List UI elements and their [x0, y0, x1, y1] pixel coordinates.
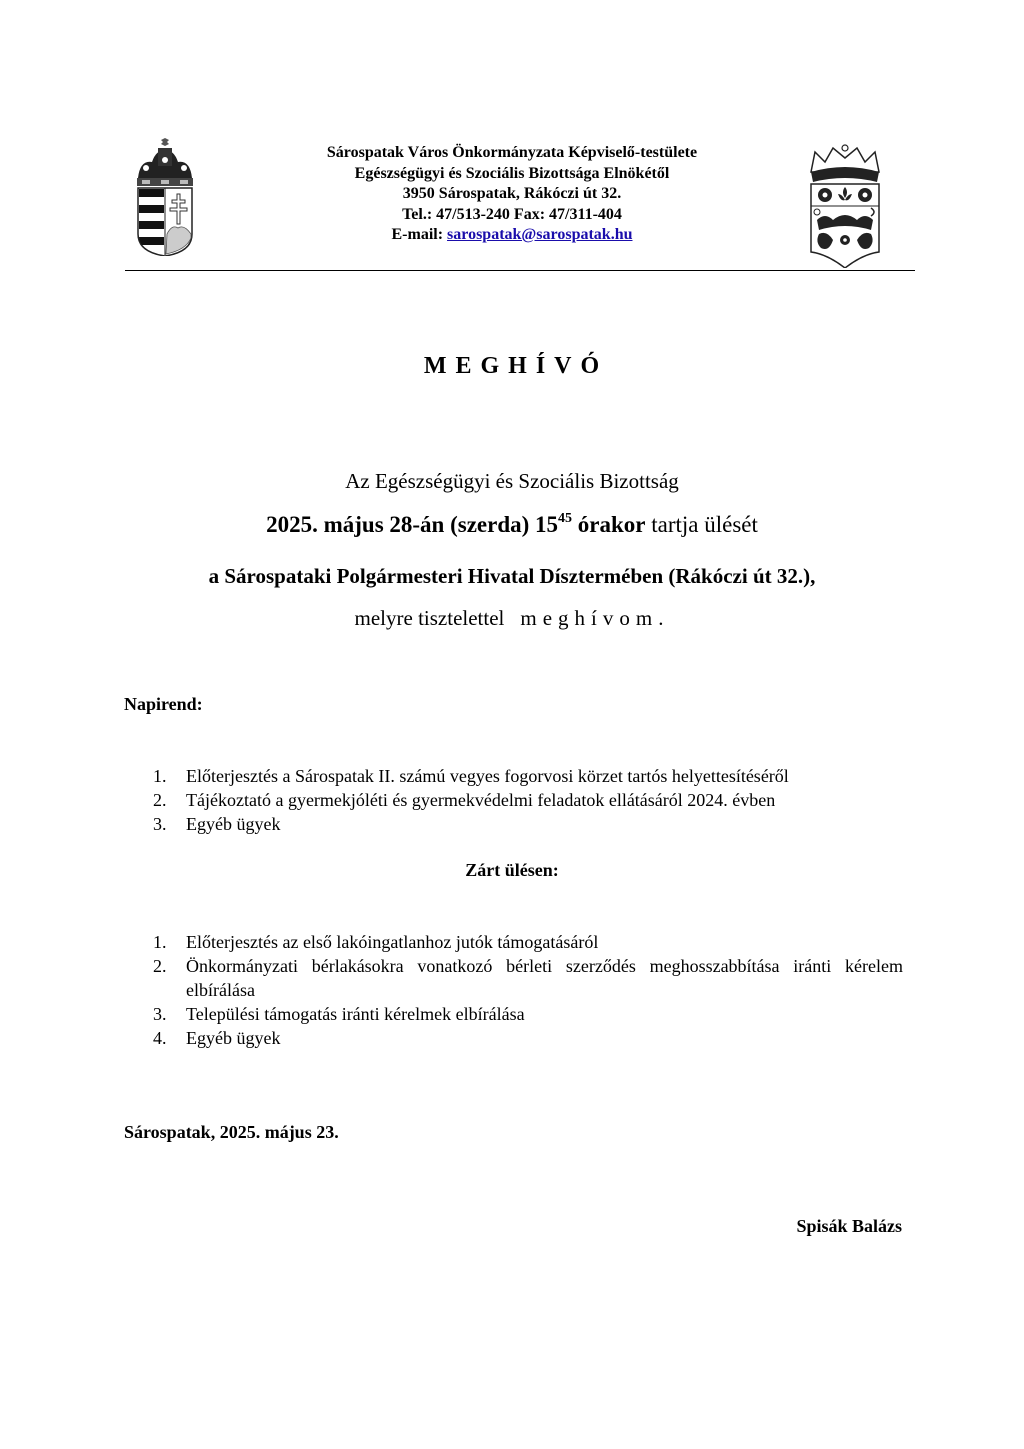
closed-item-number: 3. — [153, 1004, 167, 1024]
invitation-datetime — [0, 512, 1024, 538]
letterhead-phone-fax: Tel.: 47/513-240 Fax: 47/311-404 — [402, 205, 622, 223]
signatory-name: Spisák Balázs — [796, 1216, 902, 1236]
invitation-closing-prefix: melyre tisztelettel — [354, 606, 505, 630]
agenda-item-number: 2. — [153, 790, 167, 810]
closed-item-text: Települési támogatás iránti kérelmek elbírálása — [186, 1004, 525, 1024]
hungary-coat-of-arms-icon — [134, 138, 196, 256]
agenda-item — [153, 764, 903, 788]
meeting-date: 2025. május 28-án (szerda) 15 — [266, 512, 559, 537]
agenda-item — [153, 788, 903, 812]
agenda-item-text: Tájékoztató a gyermekjóléti és gyermekvédelmi feladatok ellátásáról 2024. évben — [186, 790, 776, 810]
closed-item-text: Előterjesztés az első lakóingatlanhoz jutók támogatásáról — [186, 932, 599, 952]
closed-session-item — [153, 954, 903, 1002]
email-link[interactable]: sarospatak@sarospatak.hu — [447, 226, 633, 243]
closed-session-item — [153, 1026, 903, 1050]
closed-session-item — [153, 930, 903, 954]
closed-item-text: Egyéb ügyek — [186, 1028, 281, 1048]
letterhead-address: 3950 Sárospatak, Rákóczi út 32. — [402, 185, 622, 202]
agenda-item — [153, 812, 903, 836]
closed-session-heading: Zárt ülésen: — [465, 860, 559, 880]
invitation-committee: Az Egészségügyi és Szociális Bizottság — [345, 469, 679, 493]
letterhead-org-name: Sárospatak Város Önkormányzata Képviselő-testülete — [326, 144, 698, 161]
place-and-date: Sárospatak, 2025. május 23. — [124, 1122, 339, 1142]
agenda-item-number: 1. — [153, 766, 167, 786]
closed-item-number: 1. — [153, 932, 167, 952]
meeting-verb: tartja ülését — [645, 512, 758, 537]
invitation-closing — [0, 606, 1024, 631]
closed-item-text: Önkormányzati bérlakásokra vonatkozó bérleti szerződés meghosszabbítása iránti kérelem elbírálása — [186, 956, 903, 1000]
meeting-location: a Sárospataki Polgármesteri Hivatal Dísztermében (Rákóczi út 32.), — [208, 564, 816, 588]
agenda-item-text: Egyéb ügyek — [186, 814, 281, 834]
letterhead — [200, 143, 824, 246]
header-divider — [125, 270, 915, 271]
letterhead-committee: Egészségügyi és Szociális Bizottsága Elnökétől — [354, 164, 670, 182]
closed-session-list — [153, 930, 903, 1050]
letterhead-email-row — [200, 225, 824, 246]
meeting-time-suffix: órakor — [572, 512, 646, 537]
closed-session-item — [153, 1002, 903, 1026]
document-title: MEGHÍVÓ — [423, 353, 609, 379]
email-label: E-mail: — [391, 226, 448, 243]
agenda-item-number: 3. — [153, 814, 167, 834]
meeting-time-minutes: 45 — [558, 511, 573, 526]
agenda-heading: Napirend: — [124, 694, 203, 714]
closed-item-number: 2. — [153, 956, 167, 976]
invitation-closing-spaced: meghívom. — [520, 606, 670, 630]
sarospatak-coat-of-arms-icon — [805, 142, 885, 268]
agenda-item-text: Előterjesztés a Sárospatak II. számú vegyes fogorvosi körzet tartós helyettesítéséről — [186, 766, 789, 786]
agenda-list — [153, 764, 903, 836]
closed-item-number: 4. — [153, 1028, 167, 1048]
